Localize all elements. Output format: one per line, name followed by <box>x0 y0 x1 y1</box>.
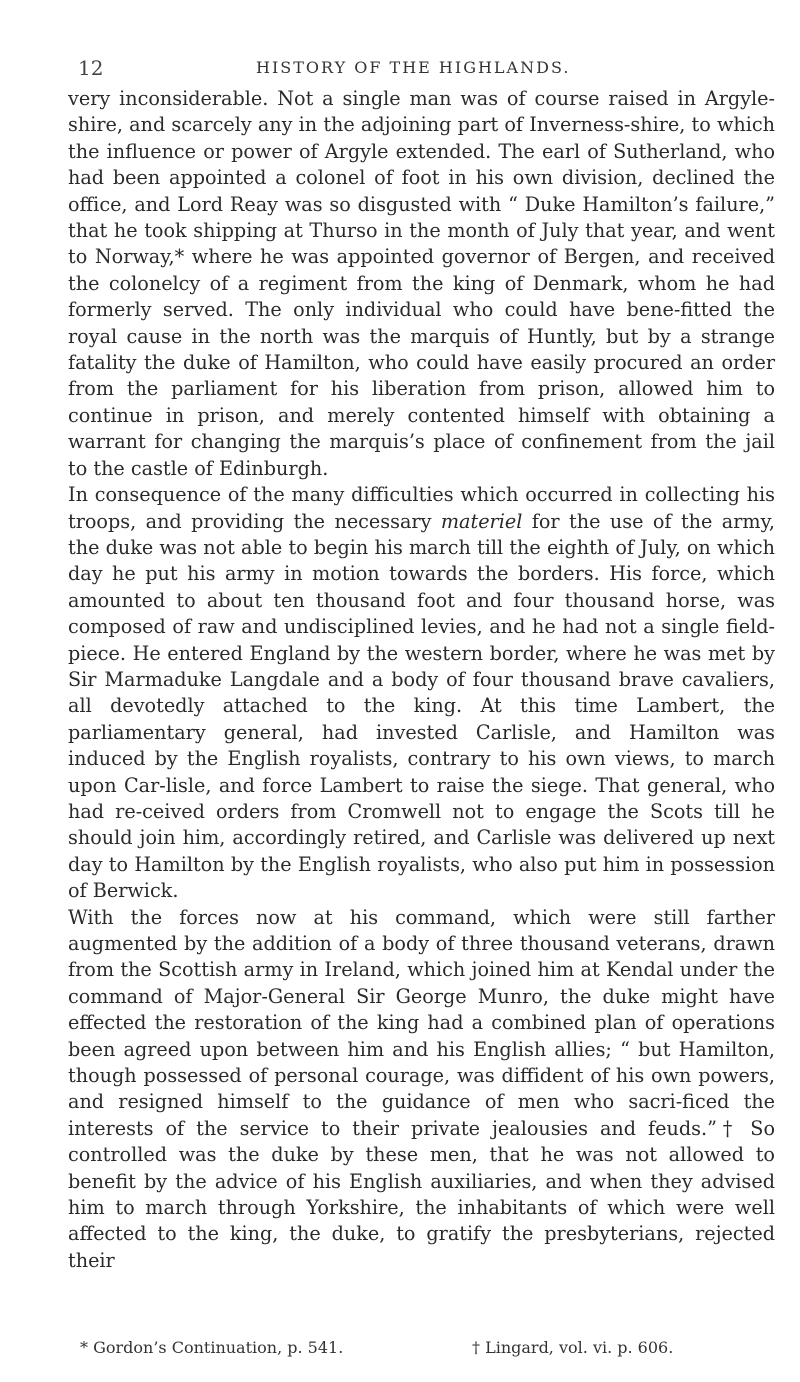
footnote-2: † Lingard, vol. vi. p. 606. <box>472 1338 674 1357</box>
page-number: 12 <box>78 56 104 80</box>
paragraph-2-italic: materiel <box>440 509 523 533</box>
page-header <box>68 56 775 80</box>
paragraph-1: very inconsiderable. Not a single man was of course raised in Argyle-shire, and scarcely any in the adjoining part of Inverness-shire, to which the influence or power of Argyle extended. The earl of Sutherland, who had been appointed a colonel of foot in his own division, declined the office, and Lord Reay was so disgusted with “ Duke Hamilton’s failure,” that he took shipping at Thurso in the month of July that year, and went to Norway,* where he was appointed governor of Bergen, and received the colonelcy of a regiment from the king of Denmark, whom he had formerly served. The only individual who could have bene-fitted the royal cause in the north was the marquis of Huntly, but by a strange fatality the duke of Hamilton, who could have easily procured an order from the parliament for his liberation from prison, allowed him to continue in prison, and merely contented himself with obtaining a warrant for changing the marquis’s place of confinement from the jail to the castle of Edinburgh. <box>68 87 775 480</box>
body-text <box>68 86 775 1274</box>
paragraph-3: With the forces now at his command, which were still farther augmented by the addition of a body of three thousand veterans, drawn from the Scottish army in Ireland, which joined him at Kendal under the command of Major-General Sir George Munro, the duke might have effected the restoration of the king had a combined plan of operations been agreed upon between him and his English allies; “ but Hamilton, though possessed of personal courage, was diffident of his own powers, and resigned himself to the guidance of men who sacri-ficed the interests of the service to their private jealousies and feuds.”† So controlled was the duke by these men, that he was not allowed to benefit by the advice of his English auxiliaries, and when they advised him to march through Yorkshire, the inhabitants of which were well affected to the king, the duke, to gratify the presbyterians, rejected their <box>68 905 775 1272</box>
running-head: HISTORY OF THE HIGHLANDS. <box>256 58 571 77</box>
paragraph-2 <box>68 482 775 905</box>
footnote-1: * Gordon’s Continuation, p. 541. <box>80 1338 344 1357</box>
paragraph-2-text-a: In consequence of the many difficulties which occurred in collecting his troops, and providing the necessary <box>68 483 775 533</box>
paragraph-2-text-b: for the use of the army, the duke was not able to begin his march till the eighth of July, on which day he put his army in motion towards the borders. His force, which amounted to about ten thousand foot and four thousand horse, was composed of raw and undisciplined levies, and he had not a single field-piece. He entered England by the western border, where he was met by Sir Marmaduke Langdale and a body of four thousand brave cavaliers, all devotedly attached to the king. At this time Lambert, the parliamentary general, had invested Carlisle, and Hamilton was induced by the English royalists, contrary to his own views, to march upon Car-lisle, and force Lambert to raise the siege. That general, who had re-ceived orders from Cromwell not to engage the Scots till he should join him, accordingly retired, and Carlisle was delivered up next day to Hamilton by the English royalists, who also put him in possession of Berwick. <box>68 509 775 903</box>
